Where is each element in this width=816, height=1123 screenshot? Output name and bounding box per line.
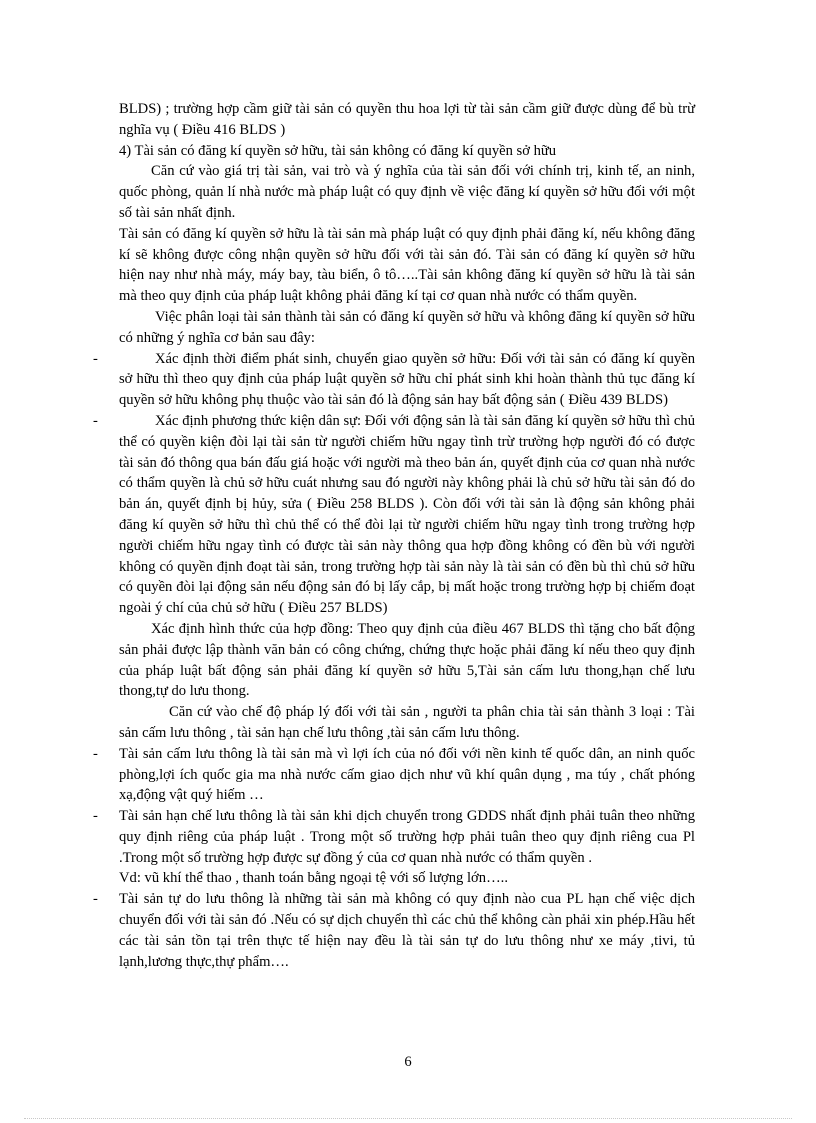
page-bottom-border [24,1118,792,1119]
paragraph-classification: Căn cứ vào chế độ pháp lý đối với tài sản , người ta phân chia tài sản thành 3 loại : Tài sản cấm lưu thông , tài sản hạn chế lưu thông ,tài sản cấm lưu thông. [119,704,695,741]
paragraph-contract-form: Xác định hình thức của hợp đồng: Theo quy định của điều 467 BLDS thì tặng cho bất động sản phải được lập thành văn bản có công chứng, chứng thực hoặc phải đăng kí nếu theo quy định của pháp luật bất động sản phải đăng kí quyền sở hữu 5,Tài sản cấm lưu thong,hạn chế lưu thong,tự do lưu thong. [119,620,695,700]
list-item-text: Xác định thời điểm phát sinh, chuyển giao quyền sở hữu: Đối với tài sản có đăng kí quyền sở hữu thì theo quy định của pháp luật quyền sở hữu chỉ phát sinh khi hoàn thành thủ tục đăng kí quyền sở hữu không phụ thuộc vào tài sản đó là động sản hay bất động sản ( Điều 439 BLDS) [119,350,695,409]
paragraph-example: Vd: vũ khí thể thao , thanh toán bằng ngoại tệ với số lượng lớn….. [119,870,508,887]
list-item [93,349,695,411]
bullet-marker: - [93,808,98,825]
bullet-marker: - [93,745,98,762]
paragraph-continuation: BLDS) ; trường hợp cầm giữ tài sản có quyền thu hoa lợi từ tài sản cầm giữ được dùng để bù trừ nghĩa vụ ( Điều 416 BLDS ) [119,101,695,138]
list-item [93,411,695,619]
list-item [93,744,695,806]
list-item [93,806,695,868]
page-number: 6 [404,1054,412,1070]
bullet-marker: - [93,891,98,908]
paragraph-significance-intro: Việc phân loại tài sản thành tài sản có đăng kí quyền sở hữu và không đăng kí quyền sở hữu có những ý nghĩa cơ bản sau đây: [119,308,695,346]
bullet-marker: - [93,350,98,367]
list-item-text: Tài sản tự do lưu thông là những tài sản mà không có quy định nào cua PL hạn chế việc dịch chuyển đối với tài sản đó .Nếu có sự dịch chuyển thì các chủ thể không càn phải xin phép.Hầu hết các tài sản tồn tại trên thực tế hiện nay đều là tài sản tự do lưu thông như xe máy ,tivi, tủ lạnh,lương thực,thự phẩm…. [119,891,695,970]
bullet-marker: - [93,412,98,429]
list-item-text: Tài sản hạn chế lưu thông là tài sản khi dịch chuyển trong GDDS nhất định phải tuân theo những quy định riêng của pháp luật . Trong một số trường hợp phải tuân theo quy định riêng cua Pl .Trong một số trường hợp được sự đồng ý của cơ quan nhà nước có thẩm quyền . [119,808,695,866]
paragraph-definition: Tài sản có đăng kí quyền sở hữu là tài sản mà pháp luật có quy định phải đăng kí, nếu không đăng kí sẽ không được công nhận quyền sở hữu đối với tài sản đó. Tài sản có đăng kí quyền sở hữu hiện nay như nhà máy, máy bay, tàu biển, ô tô…..Tài sản không đăng kí quyền sở hữu là tài sản mà theo quy định của pháp luật không phải đăng kí tại cơ quan nhà nước có thẩm quyền. [119,225,695,305]
list-item-text: Xác định phương thức kiện dân sự: Đối với động sản là tài sản đăng kí quyền sở hữu thì chủ thể có quyền kiện đòi lại tài sản từ người chiếm hữu ngay tình trừ trường hợp người đó có được tài sản đó thông qua bán đấu giá hoặc với người mà theo bản án, quyết định của cơ quan nhà nước có thẩm quyền là chủ sở hữu cuát nhưng sau đó người này không phải là chủ sở hữu tài sản đó do bản án, quyết định bị hủy, sửa ( Điều 258 BLDS ). Còn đối với tài sản là động sản không phải đăng kí quyền sở hữu thì chủ thể có thể đòi lại từ người chiếm hữu ngay tình trong trường hợp người chiếm hữu ngay tình có được tài sản này thông qua hợp đồng không có đền bù với người không có quyền định đoạt tài sản, trong trường hợp tài sản này là tài sản có đền bù thì chủ sở hữu có quyền đòi lại động sản nếu động sản đó bị lấy cắp, bị mất hoặc trong trường hợp bị chiếm đoạt ngoài ý chí của chủ sở hữu ( Điều 257 BLDS) [119,412,695,617]
list-item [93,889,695,972]
section-heading: 4) Tài sản có đăng kí quyền sở hữu, tài sản không có đăng kí quyền sở hữu [119,142,557,159]
list-item-text: Tài sản cấm lưu thông là tài sản mà vì lợi ích của nó đối với nền kinh tế quốc dân, an ninh quốc phòng,lợi ích quốc gia ma nhà nước cấm giao dịch như vũ khí quân dụng , ma túy , chất phóng xạ,động vật quý hiếm … [119,745,695,804]
paragraph-basis: Căn cứ vào giá trị tài sản, vai trò và ý nghĩa của tài sản đối với chính trị, kinh tế, an ninh, quốc phòng, quản lí nhà nước mà pháp luật có quy định về việc đăng kí quyền sở hữu đối với một số tài sản nhất định. [119,163,695,221]
document-body [93,99,695,972]
